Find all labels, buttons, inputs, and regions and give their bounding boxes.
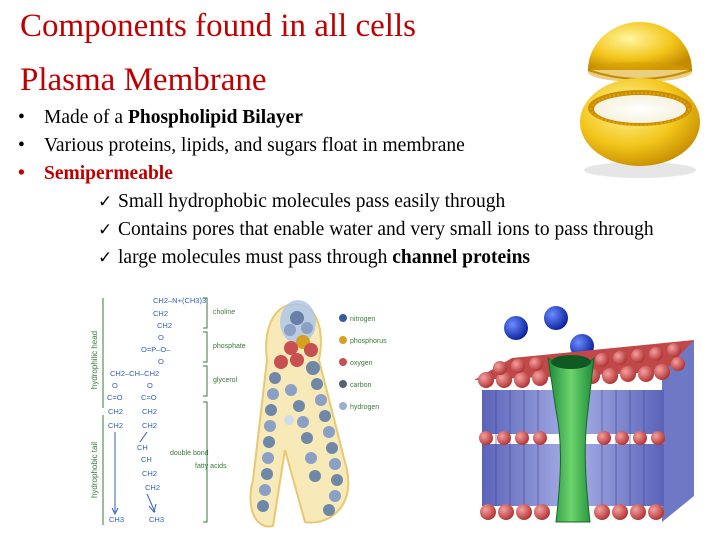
legend-phosphorus: phosphorus (350, 338, 387, 345)
check-text: large molecules must pass through (118, 247, 393, 268)
svg-text:O: O (112, 381, 118, 390)
svg-text:CH2–CH–CH2: CH2–CH–CH2 (110, 369, 160, 378)
svg-text:CH2: CH2 (142, 407, 158, 416)
check-bold-text: channel proteins (392, 247, 531, 268)
check-text: Contains pores that enable water and very small ions to pass through (118, 219, 654, 240)
svg-text:C=O: C=O (107, 393, 123, 402)
liposome-illustration (574, 10, 704, 180)
legend-hydrogen: hydrogen (350, 404, 380, 411)
svg-text:O: O (158, 333, 164, 342)
phosphate-label: phosphate (213, 343, 246, 350)
svg-text:C=O: C=O (141, 393, 157, 402)
check-icon: ✓ (98, 192, 113, 212)
bullet-symbol: • (18, 163, 25, 184)
atom-legend (339, 314, 387, 411)
check-item-pores (98, 216, 718, 244)
svg-text:O=P–O–: O=P–O– (141, 345, 171, 354)
double-bond-label: double bond (170, 450, 209, 457)
legend-carbon: carbon (350, 382, 372, 389)
structural-formula (107, 296, 206, 524)
fatty-acids-label: fatty acids (195, 463, 227, 470)
svg-text:CH2: CH2 (145, 483, 161, 492)
legend-oxygen: oxygen (350, 360, 373, 367)
slide-title: Components found in all cells (20, 8, 416, 44)
hydrophilic-head-label: hydrophilic head (90, 330, 99, 390)
svg-text:CH2: CH2 (142, 421, 158, 430)
bullet-text: Various proteins, lipids, and sugars float in membrane (44, 135, 465, 156)
choline-label: choline (213, 309, 236, 316)
svg-text:CH: CH (141, 455, 152, 464)
phospholipid-structure-diagram (85, 290, 390, 530)
bullet-text: Made of a (44, 107, 128, 128)
slide-subtitle: Plasma Membrane (20, 62, 267, 98)
hydrophobic-tail-label: hydrophobic tail (90, 441, 99, 499)
svg-text:CH3: CH3 (149, 515, 165, 524)
svg-text:CH3: CH3 (109, 515, 125, 524)
svg-text:CH: CH (137, 443, 148, 452)
check-item-hydrophobic (98, 188, 718, 216)
check-text: Small hydrophobic molecules pass easily through (118, 191, 506, 212)
svg-text:CH2: CH2 (157, 321, 173, 330)
bullet-symbol: • (18, 135, 25, 156)
check-item-channel-proteins (98, 244, 718, 272)
svg-text:CH2: CH2 (108, 407, 124, 416)
svg-text:CH2: CH2 (153, 309, 169, 318)
glycerol-label: glycerol (213, 377, 238, 384)
channel-protein-membrane-illustration (452, 300, 702, 532)
svg-text:O: O (158, 357, 164, 366)
check-icon: ✓ (98, 220, 113, 240)
svg-text:O: O (147, 381, 153, 390)
svg-text:CH2: CH2 (142, 469, 158, 478)
ion (544, 306, 568, 330)
check-icon: ✓ (98, 248, 113, 268)
svg-text:CH2–N+(CH3)3: CH2–N+(CH3)3 (153, 296, 207, 305)
bullet-symbol: • (18, 107, 25, 128)
ion (504, 316, 528, 340)
bullet-text: Semipermeable (44, 163, 173, 184)
bullet-bold-text: Phospholipid Bilayer (127, 107, 303, 128)
legend-nitrogen: nitrogen (350, 316, 376, 323)
svg-text:CH2: CH2 (108, 421, 124, 430)
